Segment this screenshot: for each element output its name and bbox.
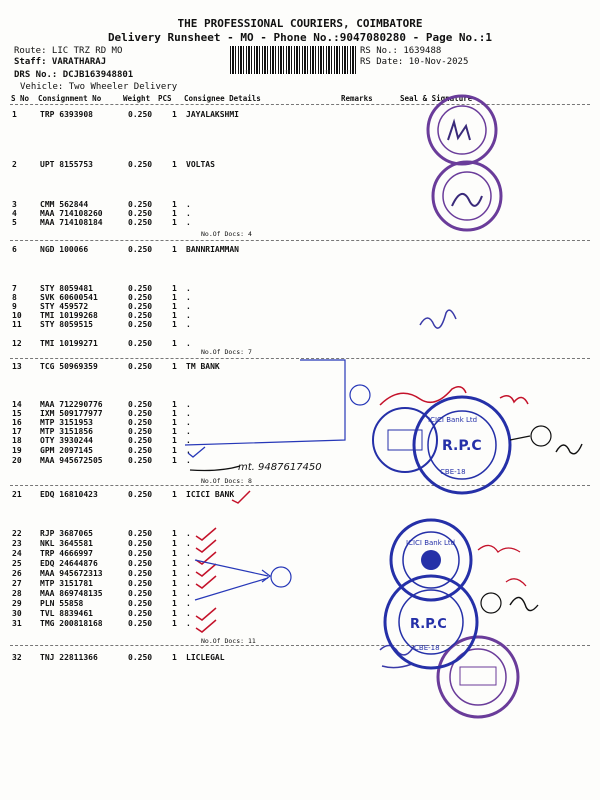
circled-number-2 bbox=[531, 426, 551, 446]
row-sno: 10 bbox=[12, 311, 22, 320]
row-sno: 29 bbox=[12, 599, 22, 608]
signature bbox=[510, 597, 538, 610]
page-title: THE PROFESSIONAL COURIERS, COIMBATORE bbox=[177, 17, 423, 30]
row-details: . bbox=[186, 569, 191, 578]
row-pcs: 1 bbox=[172, 579, 177, 588]
row-sno: 16 bbox=[12, 418, 22, 427]
row-details: LICLEGAL bbox=[186, 653, 225, 662]
rpc-label: R.P.C bbox=[442, 438, 482, 454]
row-weight: 0.250 bbox=[128, 218, 153, 227]
row-weight: 0.250 bbox=[128, 245, 153, 254]
row-details: JAYALAKSHMI bbox=[186, 110, 239, 119]
row-pcs: 1 bbox=[172, 549, 177, 558]
row-consignment: GPM 2097145 bbox=[40, 446, 93, 455]
rpc-label: R.P.C bbox=[410, 617, 447, 632]
checkmark bbox=[196, 620, 216, 632]
bracket-line bbox=[185, 360, 345, 445]
icici-label: ICICI Bank Ltd bbox=[406, 539, 456, 547]
row-consignment: TMG 200818168 bbox=[40, 619, 103, 628]
drs-number: DRS No.: DCJB163948801 bbox=[14, 70, 134, 80]
row-pcs: 1 bbox=[172, 160, 177, 169]
row-pcs: 1 bbox=[172, 200, 177, 209]
row-consignment: MTP 3151781 bbox=[40, 579, 93, 588]
row-pcs: 1 bbox=[172, 209, 177, 218]
remark-scribble bbox=[380, 387, 466, 405]
row-sno: 31 bbox=[12, 619, 22, 628]
row-sno: 12 bbox=[12, 339, 22, 348]
col-seal: Seal & Signature bbox=[400, 94, 473, 103]
row-pcs: 1 bbox=[172, 490, 177, 499]
row-sno: 13 bbox=[12, 362, 22, 371]
row-pcs: 1 bbox=[172, 400, 177, 409]
row-sno: 2 bbox=[12, 160, 17, 169]
row-sno: 1 bbox=[12, 110, 17, 119]
arrow bbox=[510, 436, 530, 440]
row-sno: 14 bbox=[12, 400, 22, 409]
row-details: . bbox=[186, 559, 191, 568]
row-consignment: MAA 869748135 bbox=[40, 589, 103, 598]
row-weight: 0.250 bbox=[128, 400, 153, 409]
row-sno: 23 bbox=[12, 539, 22, 548]
row-pcs: 1 bbox=[172, 418, 177, 427]
row-sno: 5 bbox=[12, 218, 17, 227]
row-consignment: MAA 945672313 bbox=[40, 569, 103, 578]
row-details: . bbox=[186, 400, 191, 409]
row-pcs: 1 bbox=[172, 218, 177, 227]
row-weight: 0.250 bbox=[128, 609, 153, 618]
row-sno: 28 bbox=[12, 589, 22, 598]
row-pcs: 1 bbox=[172, 110, 177, 119]
row-consignment: UPT 8155753 bbox=[40, 160, 93, 169]
row-details: VOLTAS bbox=[186, 160, 215, 169]
row-pcs: 1 bbox=[172, 653, 177, 662]
row-sno: 6 bbox=[12, 245, 17, 254]
row-consignment: OTY 3930244 bbox=[40, 436, 93, 445]
col-consignment: Consignment No bbox=[38, 94, 102, 103]
row-weight: 0.250 bbox=[128, 446, 153, 455]
circled-number-2 bbox=[271, 567, 291, 587]
row-sno: 3 bbox=[12, 200, 17, 209]
row-consignment: STY 459572 bbox=[40, 302, 89, 311]
row-details: ICICI BANK bbox=[186, 490, 235, 499]
row-consignment: MAA 712290776 bbox=[40, 400, 103, 409]
row-pcs: 1 bbox=[172, 446, 177, 455]
row-details: . bbox=[186, 436, 191, 445]
row-weight: 0.250 bbox=[128, 311, 153, 320]
row-weight: 0.250 bbox=[128, 362, 153, 371]
row-weight: 0.250 bbox=[128, 539, 153, 548]
row-details: . bbox=[186, 529, 191, 538]
row-sno: 4 bbox=[12, 209, 17, 218]
row-details: . bbox=[186, 339, 191, 348]
row-pcs: 1 bbox=[172, 589, 177, 598]
row-consignment: TRP 4666997 bbox=[40, 549, 93, 558]
row-sno: 9 bbox=[12, 302, 17, 311]
col-sno: S No bbox=[11, 94, 30, 103]
row-details: . bbox=[186, 209, 191, 218]
row-consignment: CMM 562844 bbox=[40, 200, 89, 209]
row-sno: 20 bbox=[12, 456, 22, 465]
row-weight: 0.250 bbox=[128, 619, 153, 628]
row-consignment: TMI 10199271 bbox=[40, 339, 98, 348]
row-sno: 15 bbox=[12, 409, 22, 418]
row-consignment: MAA 945672505 bbox=[40, 456, 103, 465]
row-consignment: NKL 3645581 bbox=[40, 539, 93, 548]
checkmark bbox=[196, 576, 216, 588]
signature bbox=[556, 444, 582, 454]
row-weight: 0.250 bbox=[128, 490, 153, 499]
row-weight: 0.250 bbox=[128, 110, 153, 119]
row-sno: 26 bbox=[12, 569, 22, 578]
signature bbox=[420, 310, 456, 328]
rs-number: RS No.: 1639488 bbox=[360, 46, 442, 56]
row-pcs: 1 bbox=[172, 302, 177, 311]
row-details: . bbox=[186, 609, 191, 618]
docs-count: No.Of Docs: 8 bbox=[201, 477, 252, 485]
row-weight: 0.250 bbox=[128, 427, 153, 436]
row-sno: 22 bbox=[12, 529, 22, 538]
row-sno: 7 bbox=[12, 284, 17, 293]
row-details: . bbox=[186, 599, 191, 608]
row-pcs: 1 bbox=[172, 293, 177, 302]
row-sno: 27 bbox=[12, 579, 22, 588]
row-pcs: 1 bbox=[172, 284, 177, 293]
checkmark bbox=[232, 491, 250, 503]
row-weight: 0.250 bbox=[128, 160, 153, 169]
remark-scribble bbox=[478, 545, 526, 586]
checkmark bbox=[196, 528, 216, 540]
row-pcs: 1 bbox=[172, 609, 177, 618]
page-subtitle: Delivery Runsheet - MO - Phone No.:9047080280 - Page No.:1 bbox=[107, 31, 493, 44]
row-weight: 0.250 bbox=[128, 529, 153, 538]
company-seal bbox=[428, 96, 496, 164]
row-details: . bbox=[186, 311, 191, 320]
circled-number-5 bbox=[350, 385, 370, 405]
row-sno: 19 bbox=[12, 446, 22, 455]
checkmark bbox=[196, 608, 216, 620]
row-pcs: 1 bbox=[172, 619, 177, 628]
row-details: . bbox=[186, 589, 191, 598]
row-details: . bbox=[186, 409, 191, 418]
docs-count: No.Of Docs: 11 bbox=[201, 637, 256, 645]
row-sno: 8 bbox=[12, 293, 17, 302]
checkmark bbox=[196, 564, 216, 576]
row-pcs: 1 bbox=[172, 456, 177, 465]
col-remarks: Remarks bbox=[341, 94, 373, 103]
row-weight: 0.250 bbox=[128, 559, 153, 568]
col-weight: Weight bbox=[123, 94, 151, 103]
row-details: . bbox=[186, 539, 191, 548]
company-seal bbox=[438, 637, 518, 717]
row-sno: 32 bbox=[12, 653, 22, 662]
row-pcs: 1 bbox=[172, 559, 177, 568]
row-weight: 0.250 bbox=[128, 549, 153, 558]
row-pcs: 1 bbox=[172, 436, 177, 445]
row-consignment: STY 8059481 bbox=[40, 284, 93, 293]
icici-label: ICICI Bank Ltd bbox=[428, 416, 478, 424]
vehicle: Vehicle: Two Wheeler Delivery bbox=[20, 82, 178, 92]
row-sno: 25 bbox=[12, 559, 22, 568]
row-details: . bbox=[186, 456, 191, 465]
row-sno: 24 bbox=[12, 549, 22, 558]
row-details: . bbox=[186, 549, 191, 558]
row-weight: 0.250 bbox=[128, 579, 153, 588]
row-pcs: 1 bbox=[172, 599, 177, 608]
row-details: . bbox=[186, 293, 191, 302]
row-consignment: TNJ 22811366 bbox=[40, 653, 98, 662]
row-pcs: 1 bbox=[172, 409, 177, 418]
row-consignment: TMI 10199268 bbox=[40, 311, 98, 320]
row-consignment: NGD 100066 bbox=[40, 245, 89, 254]
row-details: . bbox=[186, 284, 191, 293]
row-pcs: 1 bbox=[172, 339, 177, 348]
row-consignment: MTP 3151953 bbox=[40, 418, 93, 427]
row-details: . bbox=[186, 302, 191, 311]
row-pcs: 1 bbox=[172, 529, 177, 538]
row-weight: 0.250 bbox=[128, 320, 153, 329]
row-consignment: SVK 60600541 bbox=[40, 293, 98, 302]
row-weight: 0.250 bbox=[128, 339, 153, 348]
row-pcs: 1 bbox=[172, 569, 177, 578]
row-consignment: MTP 3151856 bbox=[40, 427, 93, 436]
row-consignment: TCG 50969359 bbox=[40, 362, 98, 371]
row-details: TM BANK bbox=[186, 362, 220, 371]
row-consignment: PLN 55858 bbox=[40, 599, 84, 608]
col-details: Consignee Details bbox=[184, 94, 261, 103]
row-consignment: EDQ 24644876 bbox=[40, 559, 98, 568]
row-consignment: TRP 6393908 bbox=[40, 110, 93, 119]
row-pcs: 1 bbox=[172, 362, 177, 371]
arrow bbox=[195, 560, 270, 600]
row-weight: 0.250 bbox=[128, 569, 153, 578]
checkmark bbox=[196, 540, 216, 552]
row-weight: 0.250 bbox=[128, 302, 153, 311]
row-consignment: MAA 714108184 bbox=[40, 218, 103, 227]
row-weight: 0.250 bbox=[128, 409, 153, 418]
cbe-label: CBE-18 bbox=[440, 468, 466, 476]
row-details: . bbox=[186, 619, 191, 628]
rs-date: RS Date: 10-Nov-2025 bbox=[360, 57, 469, 67]
row-pcs: 1 bbox=[172, 320, 177, 329]
row-weight: 0.250 bbox=[128, 589, 153, 598]
route: Route: LIC TRZ RD MO bbox=[14, 46, 123, 56]
icici-stamp bbox=[391, 520, 471, 600]
row-details: . bbox=[186, 446, 191, 455]
checkmark bbox=[188, 447, 205, 457]
docs-count: No.Of Docs: 7 bbox=[201, 348, 252, 356]
row-details: BANNRIAMMAN bbox=[186, 245, 239, 254]
row-weight: 0.250 bbox=[128, 209, 153, 218]
row-weight: 0.250 bbox=[128, 284, 153, 293]
checkmark bbox=[190, 466, 240, 471]
staff: Staff: VARATHARAJ bbox=[14, 57, 107, 67]
company-seal bbox=[433, 162, 501, 230]
row-details: . bbox=[186, 320, 191, 329]
row-weight: 0.250 bbox=[128, 200, 153, 209]
signature bbox=[380, 645, 414, 667]
row-pcs: 1 bbox=[172, 427, 177, 436]
row-pcs: 1 bbox=[172, 539, 177, 548]
row-weight: 0.250 bbox=[128, 456, 153, 465]
row-pcs: 1 bbox=[172, 245, 177, 254]
row-consignment: STY 8059515 bbox=[40, 320, 93, 329]
cbe-label: CBE-18 bbox=[414, 644, 440, 652]
row-details: . bbox=[186, 218, 191, 227]
row-consignment: RJP 3687065 bbox=[40, 529, 93, 538]
row-sno: 21 bbox=[12, 490, 22, 499]
row-details: . bbox=[186, 418, 191, 427]
docs-count: No.Of Docs: 4 bbox=[201, 230, 252, 238]
row-consignment: MAA 714108260 bbox=[40, 209, 103, 218]
row-weight: 0.250 bbox=[128, 418, 153, 427]
row-weight: 0.250 bbox=[128, 653, 153, 662]
row-pcs: 1 bbox=[172, 311, 177, 320]
remark-scribble bbox=[500, 396, 528, 404]
row-sno: 17 bbox=[12, 427, 22, 436]
row-details: . bbox=[186, 200, 191, 209]
handwritten-phone: mt. 9487617450 bbox=[238, 462, 322, 473]
row-details: . bbox=[186, 427, 191, 436]
row-weight: 0.250 bbox=[128, 436, 153, 445]
row-sno: 18 bbox=[12, 436, 22, 445]
row-consignment: IXM 509177977 bbox=[40, 409, 103, 418]
circled-number-1 bbox=[481, 593, 501, 613]
row-weight: 0.250 bbox=[128, 293, 153, 302]
row-consignment: EDQ 16810423 bbox=[40, 490, 98, 499]
row-consignment: TVL 8839461 bbox=[40, 609, 93, 618]
row-weight: 0.250 bbox=[128, 599, 153, 608]
col-pcs: PCS bbox=[158, 94, 172, 103]
row-sno: 30 bbox=[12, 609, 22, 618]
row-details: . bbox=[186, 579, 191, 588]
row-sno: 11 bbox=[12, 320, 22, 329]
